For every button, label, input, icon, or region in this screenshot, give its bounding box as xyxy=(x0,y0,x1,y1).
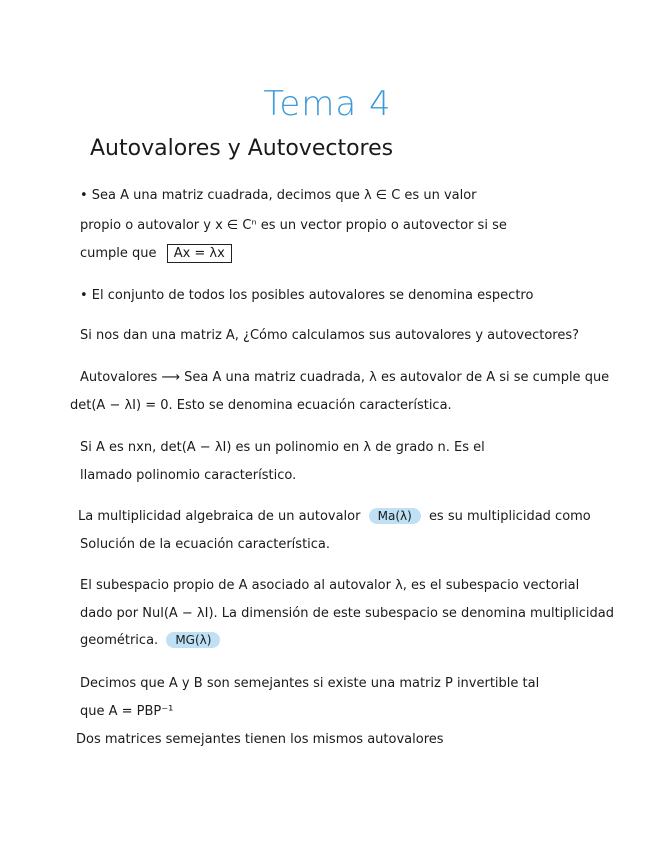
text-line: Decimos que A y B son semejantes si existe una matriz P invertible tal xyxy=(80,676,540,691)
text-fragment: cumple que xyxy=(80,246,157,261)
text-line: det(A − λI) = 0. Esto se denomina ecuación característica. xyxy=(70,398,452,413)
text-fragment: geométrica. xyxy=(80,633,159,648)
section-heading: Autovalores y Autovectores xyxy=(90,136,394,161)
text-line: Autovalores ⟶ Sea A una matriz cuadrada, λ es autovalor de A si se cumple que xyxy=(80,370,610,385)
text-line: que A = PBP⁻¹ xyxy=(80,704,174,719)
text-line xyxy=(80,632,224,648)
page-title: Tema 4 xyxy=(263,84,392,124)
text-line: propio o autovalor y x ∈ Cⁿ es un vector propio o autovector si se xyxy=(80,218,507,233)
text-line xyxy=(78,508,591,524)
text-fragment: es su multiplicidad como xyxy=(428,509,591,524)
highlight-badge: Ma(λ) xyxy=(369,508,421,524)
text-line: Dos matrices semejantes tienen los mismos autovalores xyxy=(76,732,444,747)
text-line xyxy=(80,244,232,263)
text-line: dado por Nul(A − λI). La dimensión de este subespacio se denomina multiplicidad xyxy=(80,606,614,621)
text-line: Solución de la ecuación característica. xyxy=(80,537,331,552)
highlight-badge: MG(λ) xyxy=(166,632,220,648)
text-line: Si A es nxn, det(A − λI) es un polinomio en λ de grado n. Es el xyxy=(80,440,485,455)
boxed-formula: Ax = λx xyxy=(167,244,232,263)
text-line: llamado polinomio característico. xyxy=(80,468,297,483)
text-fragment: La multiplicidad algebraica de un autovalor xyxy=(78,509,361,524)
text-line: • Sea A una matriz cuadrada, decimos que λ ∈ C es un valor xyxy=(80,188,477,203)
text-line: Si nos dan una matriz A, ¿Cómo calculamos sus autovalores y autovectores? xyxy=(80,328,580,343)
text-line: El subespacio propio de A asociado al autovalor λ, es el subespacio vectorial xyxy=(80,578,580,593)
text-line: • El conjunto de todos los posibles autovalores se denomina espectro xyxy=(80,288,534,303)
